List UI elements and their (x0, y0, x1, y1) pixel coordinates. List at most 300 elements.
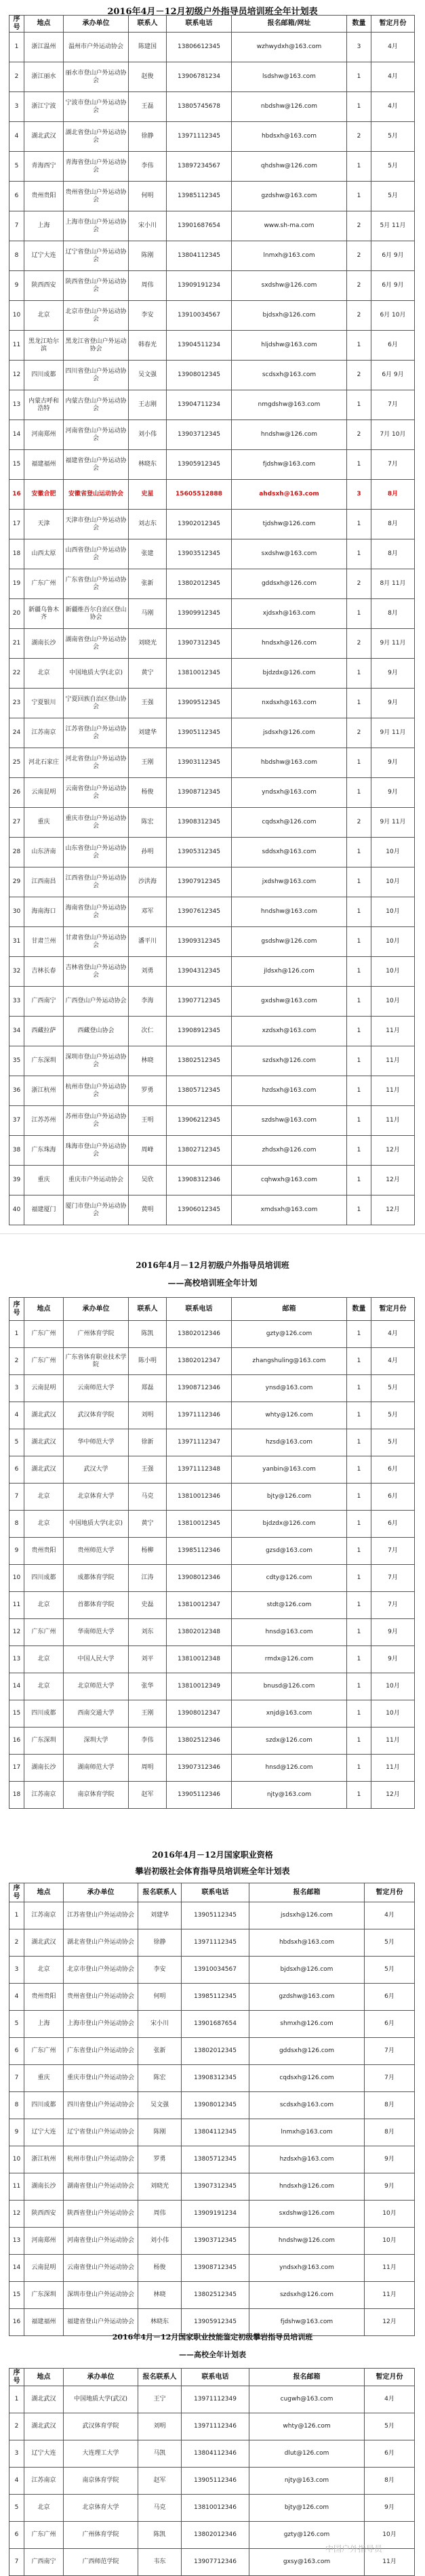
table-cell: 广东省体育职业技术学院 (64, 1348, 129, 1375)
table-cell: 4 (9, 1402, 24, 1429)
table-cell: 贵州省登山户外运动协会 (64, 1984, 138, 2011)
table-cell: 13906012345 (167, 1195, 232, 1225)
table-cell: 13908912345 (167, 1017, 232, 1046)
table-cell: 福建厦门 (24, 1195, 64, 1225)
table-row (9, 897, 415, 927)
table-cell: 江苏省登山户外运动协会 (64, 718, 129, 748)
table-cell: 2 (9, 62, 24, 92)
table-cell: 13897234567 (167, 152, 232, 182)
table-cell: 8月 (371, 539, 415, 569)
table-cell: 赵军 (138, 2468, 182, 2495)
table-cell: 1 (347, 927, 371, 957)
table-cell: 北京 (24, 301, 64, 331)
table-cell: 浙江杭州 (24, 1076, 64, 1106)
table-cell: 黑龙江哈尔滨 (24, 331, 64, 361)
table-cell: cqhwxh@163.com (232, 1166, 347, 1195)
table-cell: 10 (9, 2146, 24, 2173)
table-cell: 湖北省登山户外运动协会 (64, 122, 129, 152)
table-cell: scdsxh@163.com (232, 361, 347, 390)
table-cell: 刘志东 (129, 510, 167, 539)
table-cell: 辽宁大连 (24, 241, 64, 271)
table-cell: 刘东 (129, 1619, 167, 1646)
table-cell: 1 (347, 1429, 371, 1456)
table-cell: 湖南长沙 (24, 2173, 64, 2201)
table-cell: 陕西西安 (24, 2201, 64, 2228)
table-cell: 7月 (371, 1538, 415, 1565)
table-cell: 上海 (24, 211, 64, 241)
table-cell: 13971112345 (167, 122, 232, 152)
table-cell: 四川成都 (24, 2092, 64, 2119)
table-cell: fjdshw@163.com (232, 450, 347, 480)
column-header: 暂定月份 (365, 2369, 415, 2386)
table-cell: 安徽省登山运动协会 (64, 480, 129, 510)
table-cell: 1 (347, 599, 371, 629)
table-cell: 南京体育学院 (64, 1782, 129, 1809)
table-cell: 9月 (365, 2495, 415, 2522)
table-cell: 重庆 (24, 808, 64, 838)
table-cell: szdx@126.com (232, 1727, 347, 1755)
table-cell: 湖北省登山户外运动协会 (64, 1929, 138, 1957)
table-cell: hzsd@163.com (232, 1429, 347, 1456)
table-cell: 广西师范学院 (64, 2549, 138, 2576)
table-cell: 13903512345 (167, 539, 232, 569)
table-row (9, 1375, 415, 1402)
table-cell: zhdsxh@126.com (232, 1136, 347, 1166)
table-cell: 重庆市登山户外运动协会 (64, 2065, 138, 2092)
table-cell: 12 (9, 2201, 24, 2228)
table-cell: 西藏登山协会 (64, 1017, 129, 1046)
table-row (9, 152, 415, 182)
table-cell: hnsd@126.com (232, 1755, 347, 1782)
table-row (9, 1195, 415, 1225)
table-cell: 1 (347, 1700, 371, 1727)
table-cell: 3 (9, 2440, 24, 2468)
table-cell: 13802712345 (167, 1136, 232, 1166)
table-cell: yndsxh@163.com (249, 2255, 365, 2282)
table-cell: 上海市登山户外运动协会 (64, 2011, 138, 2038)
table-cell: 1 (347, 1166, 371, 1195)
table-row (9, 1046, 415, 1076)
table-cell: 刘晓光 (129, 629, 167, 659)
table-cell: 13971112349 (182, 2386, 249, 2413)
table-row (9, 1166, 415, 1195)
table-cell: 重庆市登山户外运动协会 (64, 808, 129, 838)
table-cell: 张华 (129, 1673, 167, 1700)
table-cell: 11 (9, 2173, 24, 2201)
table-cell: 12 (9, 361, 24, 390)
table-cell: 37 (9, 1106, 24, 1136)
table-row (9, 2255, 415, 2282)
table-cell: 15 (9, 450, 24, 480)
table-cell: 四川成都 (24, 361, 64, 390)
table-cell: 13810012347 (167, 1592, 232, 1619)
table-cell: 张新 (129, 569, 167, 599)
table-cell: gxdshw@163.com (232, 987, 347, 1017)
table-cell: 重庆 (24, 2065, 64, 2092)
table-cell: 13907312345 (167, 629, 232, 659)
table-cell: 9 (9, 271, 24, 301)
table-row (9, 2413, 415, 2440)
column-header: 暂定月份 (365, 1883, 415, 1902)
table-cell: 陈宏 (138, 2065, 182, 2092)
table-cell: 徐静 (129, 122, 167, 152)
table-cell: bjdzdx@126.com (232, 659, 347, 689)
table-cell: 首都体育学院 (64, 1592, 129, 1619)
table-row (9, 1348, 415, 1375)
table-cell: 青海省登山户外运动协会 (64, 152, 129, 182)
table-cell: 13903112345 (167, 748, 232, 778)
table-cell: 8月 (365, 2092, 415, 2119)
column-header: 联系电话 (167, 1298, 232, 1321)
table-row (9, 92, 415, 122)
table-cell: lsdshw@163.com (232, 62, 347, 92)
table-cell: 5月 (371, 182, 415, 211)
table-cell: 13802012345 (167, 569, 232, 599)
table-row (9, 182, 415, 211)
table-cell: 广东广州 (24, 2522, 64, 2549)
table-cell: 13907712345 (167, 987, 232, 1017)
table2-subtitle: ——高校培训班全年计划 (167, 1278, 258, 1288)
table-row (9, 689, 415, 718)
table-cell: 韦东 (138, 2549, 182, 2576)
table-cell: 云南昆明 (24, 2255, 64, 2282)
table-cell: 潘平川 (129, 927, 167, 957)
table-cell: 广东广州 (24, 1619, 64, 1646)
table-cell: 7月 (371, 450, 415, 480)
table-cell: 1 (347, 748, 371, 778)
table-cell: sxdshw@163.com (232, 539, 347, 569)
table-row (9, 1755, 415, 1782)
table-cell: 13810012349 (167, 1673, 232, 1700)
table-row (9, 1700, 415, 1727)
table-cell: ynsd@163.com (232, 1375, 347, 1402)
column-header: 承办单位 (64, 16, 129, 33)
table-cell: 6月 9月 (371, 361, 415, 390)
table-row (9, 1484, 415, 1511)
table-row (9, 331, 415, 361)
table-cell: stdt@126.com (232, 1592, 347, 1619)
table-cell: 5月 (371, 1375, 415, 1402)
table-cell: gzdshw@163.com (232, 182, 347, 211)
table-cell: 10月 (371, 957, 415, 987)
table-cell: bjty@126.com (232, 1484, 347, 1511)
table-cell: 湖南省登山户外运动协会 (64, 629, 129, 659)
table-cell: 13905112346 (182, 2468, 249, 2495)
table-cell: 王志刚 (129, 390, 167, 420)
table-cell: 青海西宁 (24, 152, 64, 182)
table-cell: 5月 (365, 2413, 415, 2440)
table-cell: 3 (347, 33, 371, 62)
table-cell: lnmxh@163.com (249, 2119, 365, 2146)
table-cell: 吉林省登山户外运动协会 (64, 957, 129, 987)
table-cell: 福建福州 (24, 2309, 64, 2336)
table-cell: 王宁 (138, 2386, 182, 2413)
table-cell: 1 (347, 331, 371, 361)
table-cell: 1 (347, 390, 371, 420)
outdoor-instructor-plan-table (9, 15, 415, 1225)
table-cell: 马刚 (129, 599, 167, 629)
table-cell: 湖北武汉 (24, 1456, 64, 1484)
table-row (9, 390, 415, 420)
table-cell: 贵州贵阳 (24, 1984, 64, 2011)
table-cell: 李安 (129, 301, 167, 331)
table-cell: tjdshw@126.com (232, 510, 347, 539)
table-cell: 河南郑州 (24, 2228, 64, 2255)
table-cell: 13907312346 (167, 1755, 232, 1782)
table-cell: 13985112345 (167, 182, 232, 211)
table-cell: 11月 (371, 1727, 415, 1755)
table-cell: hndshw@126.com (249, 2228, 365, 2255)
table-cell: 北京市登山户外运动协会 (64, 1957, 138, 1984)
table-cell: cugwh@163.com (249, 2386, 365, 2413)
table-cell: 大连理工大学 (64, 2440, 138, 2468)
table-cell: 西藏拉萨 (24, 1017, 64, 1046)
table-cell: 8 (9, 241, 24, 271)
table-cell: 黑龙江省登山户外运动协会 (64, 331, 129, 361)
table-cell: www.sh-ma.com (232, 211, 347, 241)
table-cell: 杨俊 (138, 2255, 182, 2282)
table-cell: 辽宁大连 (24, 2440, 64, 2468)
table-cell: 23 (9, 689, 24, 718)
table-cell: 9月 11月 (371, 808, 415, 838)
table-cell: 北京 (24, 1673, 64, 1700)
table-row (9, 1727, 415, 1755)
table-cell: 刘小伟 (138, 2228, 182, 2255)
table-cell: scdsxh@163.com (249, 2092, 365, 2119)
college-instructor-plan-table (9, 1297, 415, 1809)
table-cell: 22 (9, 659, 24, 689)
table-cell: 刘勇 (129, 957, 167, 987)
table-cell: 江苏南京 (24, 718, 64, 748)
table-cell: 1 (347, 1755, 371, 1782)
table2-title: 2016年4月－12月初级户外指导员培训班 (136, 1261, 289, 1270)
table-cell: 河南省登山户外运动协会 (64, 2228, 138, 2255)
table-cell: 35 (9, 1046, 24, 1076)
column-header: 数量 (347, 16, 371, 33)
column-header: 联系电话 (182, 1883, 249, 1902)
table-cell: 10 (9, 301, 24, 331)
table-cell: 8月 (365, 2468, 415, 2495)
table-cell: 7 (9, 211, 24, 241)
table-cell: shmxh@126.com (249, 2011, 365, 2038)
table-header-row (9, 2369, 415, 2386)
table-cell: 贵州师范大学 (64, 1538, 129, 1565)
table-cell: 10月 (371, 838, 415, 867)
table-cell: 6月 (371, 1484, 415, 1511)
table-cell: 11月 (371, 1017, 415, 1046)
table-cell: cdty@126.com (232, 1565, 347, 1592)
table-cell: 13805745678 (167, 92, 232, 122)
table-row (9, 1321, 415, 1348)
table-row (9, 1456, 415, 1484)
table-row (9, 1538, 415, 1565)
table-cell: 海南海口 (24, 897, 64, 927)
table-cell: 4月 (371, 1321, 415, 1348)
table-cell: 杨柳 (129, 1538, 167, 1565)
column-header: 地点 (24, 16, 64, 33)
table-cell: szdshw@163.com (232, 1106, 347, 1136)
table-cell: 沙洪海 (129, 867, 167, 897)
table-cell: 陈凯 (129, 1321, 167, 1348)
table-row (9, 1429, 415, 1456)
column-header: 联系电话 (182, 2369, 249, 2386)
climbing-qualification-plan-table (9, 1883, 415, 2336)
table-cell: 内蒙古呼和浩特 (24, 390, 64, 420)
table-cell: 16 (9, 480, 24, 510)
table-cell: 6 (9, 1456, 24, 1484)
table3-title: 2016年4月－12月国家职业资格 (152, 1850, 273, 1860)
table-cell: hbdshw@163.com (232, 748, 347, 778)
table-cell: 13908712345 (167, 778, 232, 808)
table-cell: 广东珠海 (24, 1136, 64, 1166)
table-cell: 李伟 (129, 152, 167, 182)
table-cell: 32 (9, 957, 24, 987)
table-cell: 1 (9, 1321, 24, 1348)
table-row (9, 987, 415, 1017)
table-row (9, 480, 415, 510)
table-cell: 杭州市登山户外运动协会 (64, 1076, 129, 1106)
table-cell: 12月 (371, 1782, 415, 1809)
table-cell: 中国地质大学(武汉) (64, 2386, 138, 2413)
table-cell: 北京 (24, 1592, 64, 1619)
table-cell: 1 (347, 1565, 371, 1592)
table-cell: 北京体育大学 (64, 2495, 138, 2522)
table-row (9, 2119, 415, 2146)
table-cell: 山东省登山户外运动协会 (64, 838, 129, 867)
table-cell: 29 (9, 867, 24, 897)
table-cell: 温州市户外运动协会 (64, 33, 129, 62)
table-cell: 3 (9, 1957, 24, 1984)
table-cell: 丽水市登山户外运动协会 (64, 62, 129, 92)
table-cell: 8月 11月 (371, 569, 415, 599)
table-cell: 8 (9, 2092, 24, 2119)
table-cell: whty@126.com (249, 2413, 365, 2440)
table-cell: gzdshw@163.com (249, 1984, 365, 2011)
table-cell: 马克 (129, 1484, 167, 1511)
table-cell: 贵州贵阳 (24, 182, 64, 211)
table-cell: 1 (347, 1348, 371, 1375)
table-cell: 刘晓光 (138, 2173, 182, 2201)
table-cell: 13903712345 (182, 2228, 249, 2255)
table-cell: jsdsxh@126.com (249, 1902, 365, 1929)
table-cell: xnjd@163.com (232, 1700, 347, 1727)
column-header: 报名联系人 (138, 1883, 182, 1902)
table-cell: 广西南宁 (24, 2549, 64, 2576)
table-cell: 西南交通大学 (64, 1700, 129, 1727)
table-cell: hljdshw@163.com (232, 331, 347, 361)
table-cell: 13804112345 (182, 2119, 249, 2146)
table-row (9, 629, 415, 659)
table-cell: 13971112346 (182, 2413, 249, 2440)
table-cell: 河南郑州 (24, 420, 64, 450)
table-cell: bjdzdx@126.com (232, 1511, 347, 1538)
table-cell: 5月 (371, 122, 415, 152)
table-cell: 广东省登山户外运动协会 (64, 569, 129, 599)
table-cell: 13804112345 (167, 241, 232, 271)
table-cell: 1 (347, 1484, 371, 1511)
table-row (9, 778, 415, 808)
table-cell: 厦门市登山户外运动协会 (64, 1195, 129, 1225)
table-cell: 2 (9, 1348, 24, 1375)
table-cell: 郑磊 (129, 1375, 167, 1402)
table-row (9, 420, 415, 450)
table-cell: 1 (347, 1375, 371, 1402)
table-cell: 13905912345 (182, 2309, 249, 2336)
table-cell: 7月 (371, 1592, 415, 1619)
table-cell: 1 (347, 778, 371, 808)
table-cell: 陈刚 (129, 241, 167, 271)
table-cell: 4月 (371, 92, 415, 122)
table-cell: 13901687654 (182, 2011, 249, 2038)
table-header-row (9, 16, 415, 33)
table-cell: 北京体育大学 (64, 1484, 129, 1511)
table-cell: 8月 (365, 2119, 415, 2146)
column-header: 报名邮箱/网址 (232, 16, 347, 33)
table-cell: 13908312346 (167, 1166, 232, 1195)
table-row (9, 2146, 415, 2173)
table-cell: 7月 10月 (371, 420, 415, 450)
table-cell: 11 (9, 331, 24, 361)
table-cell: bjdsxh@126.com (249, 1957, 365, 1984)
table-cell: 7 (9, 1484, 24, 1511)
table-cell: 1 (347, 1727, 371, 1755)
table-cell: 13810012345 (167, 659, 232, 689)
table-cell: 1 (347, 897, 371, 927)
table-cell: 江涛 (129, 1565, 167, 1592)
table-cell: 13907312345 (182, 2173, 249, 2201)
table-row (9, 718, 415, 748)
table-cell: 广东省登山户外运动协会 (64, 2038, 138, 2065)
table-cell: 吴文强 (129, 361, 167, 390)
table-cell: 13910034567 (167, 301, 232, 331)
table-cell: 上海 (24, 2011, 64, 2038)
table-row (9, 211, 415, 241)
table-cell: 山东济南 (24, 838, 64, 867)
table-cell: 4月 (371, 62, 415, 92)
table-cell: 13908312345 (167, 808, 232, 838)
table-cell: 四川省登山户外运动协会 (64, 2092, 138, 2119)
table-cell: 13802512345 (167, 1046, 232, 1076)
table-row (9, 301, 415, 331)
table-cell: 林晓 (138, 2282, 182, 2309)
table-row (9, 122, 415, 152)
column-header: 地点 (24, 1883, 64, 1902)
table-cell: 新疆维吾尔自治区登山协会 (64, 599, 129, 629)
table-cell: 13905112345 (167, 718, 232, 748)
table-cell: 21 (9, 629, 24, 659)
table-cell: 江苏南京 (24, 1782, 64, 1809)
table-cell: 6月 10月 (371, 301, 415, 331)
table-cell: 辽宁省登山户外运动协会 (64, 2119, 138, 2146)
table-cell: 刘明 (138, 2413, 182, 2440)
table-cell: 4月 (371, 1348, 415, 1375)
table-cell: 吴文强 (138, 2092, 182, 2119)
table-cell: 北京 (24, 2495, 64, 2522)
table-cell: 广东广州 (24, 1321, 64, 1348)
table-row (9, 1402, 415, 1429)
table-cell: 3 (9, 92, 24, 122)
table-cell: 13901687654 (167, 211, 232, 241)
table-cell: 周伟 (138, 2201, 182, 2228)
table-cell: 9月 11月 (371, 629, 415, 659)
column-header: 暂定月份 (371, 16, 415, 33)
table-cell: 26 (9, 778, 24, 808)
table-cell: 5月 (371, 152, 415, 182)
table-cell: 刘明 (129, 1402, 167, 1429)
table-cell: 17 (9, 1755, 24, 1782)
column-header: 序号 (9, 1883, 24, 1902)
table-cell: 13802012346 (182, 2522, 249, 2549)
